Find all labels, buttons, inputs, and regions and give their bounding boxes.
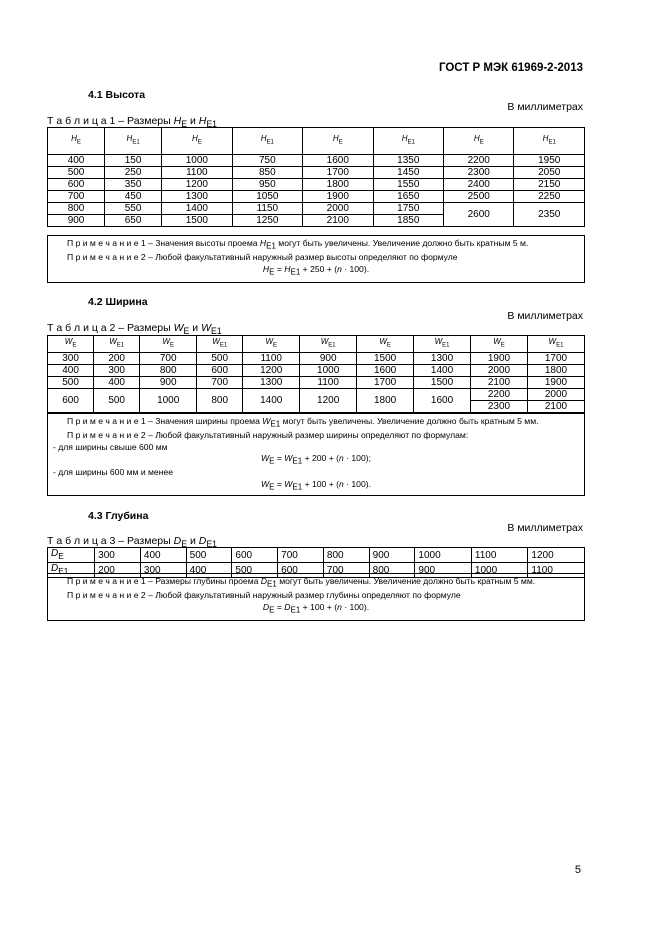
- table-cell: 1900: [527, 376, 584, 388]
- table-cell: 1050: [232, 191, 302, 203]
- table-cell: 2000: [527, 388, 584, 400]
- table-cell: 1100: [528, 563, 585, 578]
- table-cell: 900: [369, 548, 415, 563]
- case-600-and-less: - для ширины 600 мм и менее: [53, 467, 174, 478]
- table-width: [47, 335, 585, 413]
- column-header: $H_E$: [162, 128, 232, 155]
- table-cell: 1100: [471, 548, 528, 563]
- column-header: $H_E$: [48, 128, 105, 155]
- table-cell: 900: [140, 376, 197, 388]
- page-number: 5: [574, 864, 581, 876]
- table-cell: 1000: [162, 155, 232, 167]
- table-cell: 1400: [414, 364, 471, 376]
- table-cell: 800: [140, 364, 197, 376]
- table-cell: 1600: [414, 388, 471, 412]
- table-cell: 1800: [303, 179, 373, 191]
- column-header: $W_E$: [243, 336, 300, 353]
- row-header: $D_{E1}$: [48, 563, 95, 578]
- table-cell: 1300: [414, 352, 471, 364]
- table-cell: 900: [415, 563, 472, 578]
- table-cell: 200: [95, 563, 141, 578]
- table-cell: 1150: [232, 203, 302, 215]
- table1-notes: [47, 235, 585, 283]
- table-cell: 1400: [162, 203, 232, 215]
- table-row: [48, 155, 585, 167]
- note-2: П р и м е ч а н и е 2 – Любой факультативный наружный размер ширины определяют по формулам:: [67, 430, 469, 441]
- table-cell: 1900: [303, 191, 373, 203]
- table-cell: 650: [105, 215, 162, 227]
- units-label: В миллиметрах: [507, 101, 583, 113]
- table-cell: 700: [48, 191, 105, 203]
- table-cell: 500: [232, 563, 278, 578]
- table-cell: 400: [48, 155, 105, 167]
- column-header: $W_{E1}$: [300, 336, 357, 353]
- table-row: [48, 388, 585, 400]
- table-cell: 1300: [162, 191, 232, 203]
- table-cell: 700: [278, 548, 324, 563]
- table-cell: 2150: [514, 179, 585, 191]
- table-cell: 2100: [527, 400, 584, 412]
- table-cell: 400: [186, 563, 232, 578]
- table-cell: 400: [48, 364, 94, 376]
- table-cell: 800: [48, 203, 105, 215]
- table-cell: 700: [140, 352, 197, 364]
- table-cell: 400: [140, 548, 186, 563]
- table-cell: 450: [105, 191, 162, 203]
- note-2: П р и м е ч а н и е 2 – Любой факультативный наружный размер глубины определяют по формуле: [67, 590, 461, 601]
- table-cell: 2350: [514, 203, 585, 227]
- table-cell: 1200: [243, 364, 300, 376]
- table-cell: 900: [48, 215, 105, 227]
- table-cell: 1500: [414, 376, 471, 388]
- table-cell: 1750: [373, 203, 443, 215]
- table-cell: 2000: [303, 203, 373, 215]
- table-cell: 900: [300, 352, 357, 364]
- table-cell: 1950: [514, 155, 585, 167]
- table2-caption: Т а б л и ц а 2 – Размеры $W_E$ и $W_{E1}$: [47, 322, 222, 337]
- column-header: $H_{E1}$: [373, 128, 443, 155]
- column-header: $H_E$: [303, 128, 373, 155]
- table-cell: 2300: [444, 167, 514, 179]
- table-cell: 1100: [243, 352, 300, 364]
- column-header: $W_{E1}$: [527, 336, 584, 353]
- table-cell: 2300: [471, 400, 528, 412]
- table-cell: 1000: [300, 364, 357, 376]
- section-title-height: 4.1 Высота: [88, 89, 146, 101]
- column-header: $W_E$: [140, 336, 197, 353]
- table-cell: 600: [278, 563, 324, 578]
- table-cell: 2100: [303, 215, 373, 227]
- table-cell: 500: [48, 167, 105, 179]
- table-row: [48, 352, 585, 364]
- table-cell: 800: [369, 563, 415, 578]
- column-header: $H_{E1}$: [105, 128, 162, 155]
- table-cell: 400: [94, 376, 140, 388]
- table-cell: 2100: [471, 376, 528, 388]
- table-header-row: [48, 128, 585, 155]
- table-cell: 1700: [357, 376, 414, 388]
- table-cell: 250: [105, 167, 162, 179]
- table-cell: 1200: [300, 388, 357, 412]
- table-cell: 1000: [471, 563, 528, 578]
- table-row: [48, 167, 585, 179]
- column-header: $W_E$: [48, 336, 94, 353]
- table-cell: 500: [48, 376, 94, 388]
- table-cell: 1400: [243, 388, 300, 412]
- row-header: $D_E$: [48, 548, 95, 563]
- table-cell: 1550: [373, 179, 443, 191]
- table-cell: 2250: [514, 191, 585, 203]
- table-cell: 2400: [444, 179, 514, 191]
- table-cell: 1500: [162, 215, 232, 227]
- table-height: [47, 127, 585, 227]
- table-cell: 1600: [357, 364, 414, 376]
- table-cell: 2200: [471, 388, 528, 400]
- table-cell: 2050: [514, 167, 585, 179]
- table-cell: 1000: [415, 548, 472, 563]
- table-cell: 600: [48, 388, 94, 412]
- table-cell: 1300: [243, 376, 300, 388]
- table3-caption: Т а б л и ц а 3 – Размеры $D_E$ и $D_{E1}$: [47, 535, 218, 550]
- table-cell: 2000: [471, 364, 528, 376]
- table-cell: 550: [105, 203, 162, 215]
- table-cell: 1100: [162, 167, 232, 179]
- table-row: [48, 203, 585, 215]
- table2-notes: [47, 413, 585, 496]
- case-over-600: - для ширины свыше 600 мм: [53, 441, 168, 452]
- note-1: П р и м е ч а н и е 1 – Значения ширины проема $W_{E1}$ могут быть увеличены. Увеличение должно быть кратным 5 мм.: [67, 416, 539, 429]
- note-1: П р и м е ч а н и е 1 – Размеры глубины проема $D_{E1}$ могут быть увеличены. Увеличение должно быть кратным 5 мм.: [67, 576, 536, 589]
- table-row: [48, 376, 585, 388]
- formula-1: $W_E = W_{E1} + 200 + (n \cdot 100)$;: [261, 453, 371, 466]
- table-cell: 300: [48, 352, 94, 364]
- table-cell: 600: [197, 364, 243, 376]
- column-header: $H_{E1}$: [232, 128, 302, 155]
- column-header: $W_{E1}$: [414, 336, 471, 353]
- column-header: $W_E$: [471, 336, 528, 353]
- table-cell: 300: [140, 563, 186, 578]
- table-cell: 500: [94, 388, 140, 412]
- table-header-row: [48, 336, 585, 353]
- formula: $D_E = D_{E1} + 100 + (n \cdot 100)$.: [262, 601, 370, 615]
- table-cell: 800: [197, 388, 243, 412]
- table-cell: 1250: [232, 215, 302, 227]
- table-cell: 1900: [471, 352, 528, 364]
- table-cell: 300: [94, 364, 140, 376]
- note-1: П р и м е ч а н и е 1 – Значения высоты проема $H_{E1}$ могут быть увеличены. Увеличение должно быть кратным 5 м.: [67, 238, 529, 251]
- formula-2: $W_E = W_{E1} + 100 + (n \cdot 100)$.: [261, 478, 371, 492]
- table-cell: 700: [323, 563, 369, 578]
- table-row: [48, 179, 585, 191]
- table-cell: 1700: [527, 352, 584, 364]
- table-cell: 1000: [140, 388, 197, 412]
- table-cell: 1500: [357, 352, 414, 364]
- table-row: [48, 191, 585, 203]
- table-cell: 950: [232, 179, 302, 191]
- units-label: В миллиметрах: [507, 310, 583, 322]
- table-cell: 700: [197, 376, 243, 388]
- standard-header: ГОСТ Р МЭК 61969-2-2013: [438, 62, 583, 74]
- table-cell: 750: [232, 155, 302, 167]
- table3-notes: [47, 573, 585, 621]
- section-title-depth: 4.3 Глубина: [88, 510, 149, 522]
- column-header: $W_E$: [357, 336, 414, 353]
- table-cell: 1650: [373, 191, 443, 203]
- table-cell: 1350: [373, 155, 443, 167]
- column-header: $W_{E1}$: [197, 336, 243, 353]
- table-cell: 1600: [303, 155, 373, 167]
- table-row: [48, 364, 585, 376]
- table-cell: 150: [105, 155, 162, 167]
- table-cell: 2500: [444, 191, 514, 203]
- table-cell: 1800: [357, 388, 414, 412]
- table-cell: 2200: [444, 155, 514, 167]
- table-cell: 300: [95, 548, 141, 563]
- table1-caption: Т а б л и ц а 1 – Размеры $H_E$ и $H_{E1}$: [47, 115, 218, 130]
- table-cell: 1200: [528, 548, 585, 563]
- note-2: П р и м е ч а н и е 2 – Любой факультативный наружный размер высоты определяют по формуле: [67, 252, 458, 263]
- formula: $H_E = H_{E1} + 250 + (n \cdot 100)$.: [262, 263, 370, 277]
- table-row: [48, 548, 585, 563]
- table-cell: 2600: [444, 203, 514, 227]
- table-cell: 1100: [300, 376, 357, 388]
- table-cell: 1700: [303, 167, 373, 179]
- section-title-width: 4.2 Ширина: [88, 296, 148, 308]
- table-cell: 850: [232, 167, 302, 179]
- table-cell: 800: [323, 548, 369, 563]
- column-header: $H_{E1}$: [514, 128, 585, 155]
- table-cell: 500: [186, 548, 232, 563]
- table-cell: 1800: [527, 364, 584, 376]
- table-cell: 600: [48, 179, 105, 191]
- units-label: В миллиметрах: [507, 522, 583, 534]
- table-cell: 1200: [162, 179, 232, 191]
- table-cell: 600: [232, 548, 278, 563]
- column-header: $W_{E1}$: [94, 336, 140, 353]
- table-cell: 200: [94, 352, 140, 364]
- table-cell: 1450: [373, 167, 443, 179]
- column-header: $H_E$: [444, 128, 514, 155]
- table-cell: 1850: [373, 215, 443, 227]
- table-cell: 350: [105, 179, 162, 191]
- table-cell: 500: [197, 352, 243, 364]
